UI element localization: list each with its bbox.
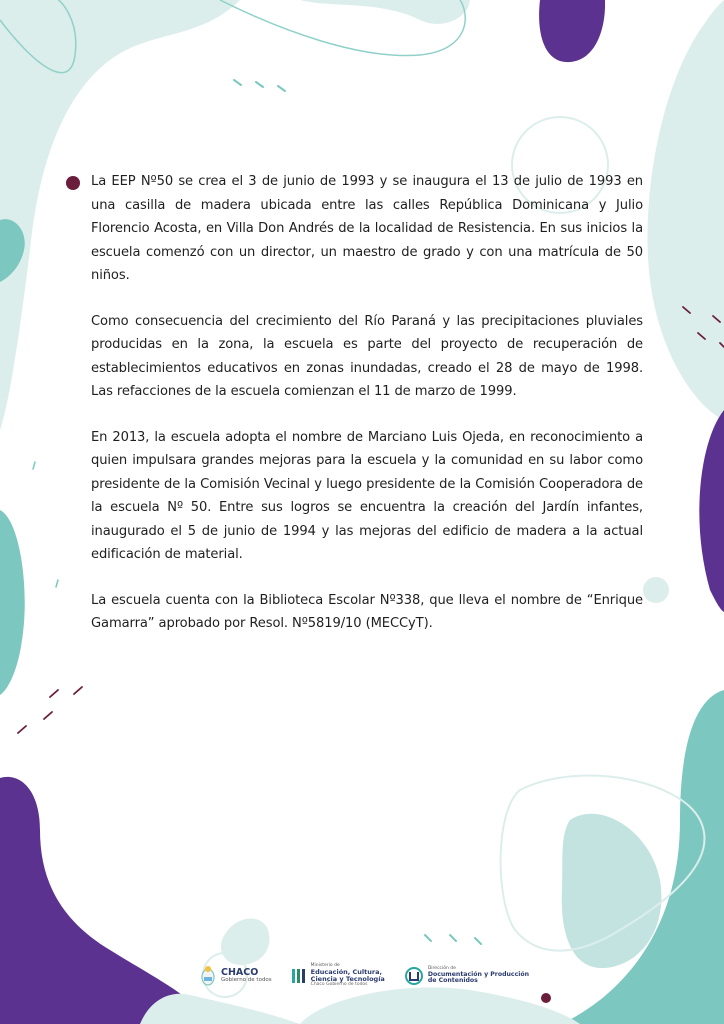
top-purple-blob (539, 0, 605, 62)
maroon-dashes-left (18, 687, 82, 733)
teal-dashes-bottom (425, 935, 481, 944)
ministerio-pre: Ministerio de (310, 963, 340, 969)
footer-logos (200, 958, 540, 994)
documentacion-line2: de Contenidos (427, 977, 478, 985)
paragraph-name-adoption: En 2013, la escuela adopta el nombre de Marciano Luis Ojeda, en reconocimiento a quien impulsara grandes mejoras para la escuela y la comunidad en su labor como presidente de la Comisión Vecinal y luego presidente de la Comisión Cooperadora de la escuela Nº 50. Entre sus logros se encuentra la creación del Jardín infantes, inaugurado el 5 de junio de 1994 y las mejoras del edificio de madera a la actual edificación de material. (91, 429, 643, 562)
paragraph-library: La escuela cuenta con la Biblioteca Escolar Nº338, que lleva el nombre de “Enrique Gamarra” aprobado por Resol. Nº5819/10 (MECCyT). (91, 592, 643, 631)
teal-ticks-left (33, 462, 58, 587)
bottom-maroon-dot (541, 993, 551, 1003)
document-body (91, 170, 643, 658)
left-teal-blob (0, 510, 25, 695)
bottom-purple-blob (0, 777, 210, 1024)
ministerio-sub: Chaco Gobierno de todos (310, 981, 368, 987)
documentacion-icon (405, 967, 423, 985)
paragraph-founding: La EEP Nº50 se crea el 3 de junio de 1993 y se inaugura el 13 de julio de 1993 en una casilla de madera ubicada entre las calles República Dominicana y Julio Florencio Acosta, en Villa Don Andrés de la localidad de Resistencia. En sus inicios la escuela comenzó con un director, un maestro de grado y con una matrícula de 50 niños. (91, 174, 643, 283)
documentacion-line1: Documentación y Producción (427, 970, 530, 978)
chaco-shield-icon (200, 965, 216, 987)
documentacion-pre: Dirección de (427, 966, 456, 972)
documentacion-logo (405, 967, 529, 985)
teal-dashes-top (234, 80, 285, 91)
chaco-subtitle: Gobierno de todos (221, 977, 272, 984)
ministerio-line2: Ciencia y Tecnología (310, 975, 385, 983)
chaco-title: CHACO (221, 967, 259, 979)
ministerio-logo (292, 964, 385, 987)
chaco-logo (200, 965, 272, 987)
ministerio-line1: Educación, Cultura, (310, 968, 382, 977)
paragraph-flood-recovery: Como consecuencia del crecimiento del Río Paraná y las precipitaciones pluviales producidas en la zona, la escuela es parte del proyecto de recuperación de establecimientos educativos en zonas inundadas, creado el 28 de mayo de 1998. Las refacciones de la escuela comienzan el 11 de marzo de 1999. (91, 313, 643, 399)
bottom-right-light-teal (562, 814, 662, 968)
bottom-teal-blob-left (140, 994, 300, 1024)
right-purple-blob (699, 410, 724, 612)
ministerio-bars-icon (292, 967, 306, 985)
bullet-dot (66, 176, 80, 190)
right-teal-blob (647, 0, 724, 420)
right-small-circle (643, 577, 669, 603)
